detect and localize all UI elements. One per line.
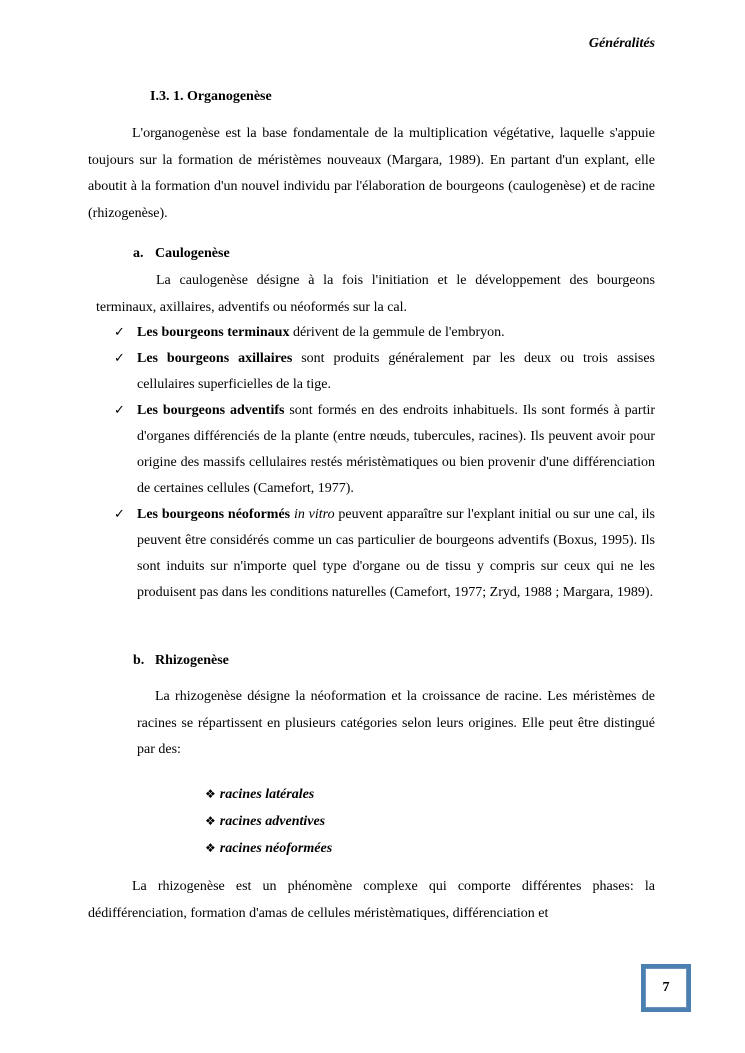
checkmark-icon: ✓ [114, 403, 125, 418]
section-title: Organogenèse [186, 89, 272, 104]
list-item [114, 320, 655, 346]
rhizogenese-paragraph: La rhizogenèse désigne la néoformation et la croissance de racine. Les méristèmes de racines se répartissent en plusieurs catégories selon leurs origines. Elle peut être distingué par des: [137, 689, 655, 757]
section-heading [150, 89, 272, 105]
item-term: Les bourgeons terminaux [137, 325, 290, 340]
item-text: peuvent apparaître sur l'explant initial ou sur une cal, ils peuvent être considérés comme un cas particulier de bourgeons adventifs (Boxus, 1995). Ils sont induits sur n'importe quel type d'organe ou de tissu y compris sur ceux qui ne les produisent pas dans les conditions naturelles (Camefort, 1977; Zryd, 1988 ; Margara, 1989). [137, 507, 655, 600]
diamond-bullet-icon: ❖ [205, 787, 216, 801]
root-type: racines adventives [219, 814, 326, 829]
checkmark-icon: ✓ [114, 507, 125, 522]
diamond-bullet-icon: ❖ [205, 814, 216, 828]
subheading-caulogenese [133, 246, 230, 262]
page-number-badge [641, 964, 691, 1012]
list-item [205, 835, 332, 862]
closing-paragraph: La rhizogenèse est un phénomène complexe qui comporte différentes phases: la dédifférenciation, formation d'amas de cellules méristèmatiques, différenciation et [88, 879, 655, 921]
section-number: I.3. 1. [150, 89, 184, 104]
subheading-rhizogenese [133, 653, 229, 669]
item-text: sont produits généralement par les deux ou trois assises cellulaires superficielles de la tige. [137, 351, 655, 392]
list-item [114, 502, 655, 606]
list-item [205, 808, 332, 835]
running-header: Généralités [588, 36, 655, 51]
page-number: 7 [645, 968, 687, 1008]
intro-paragraph: L'organogenèse est la base fondamentale de la multiplication végétative, laquelle s'appuie toujours sur la formation de méristèmes nouveaux (Margara, 1989). En partant d'un explant, elle aboutit à la formation d'un nouvel individu par l'élaboration de bourgeons (caulogenèse) et de racine (rhizogenèse). [88, 126, 655, 221]
list-item [114, 346, 655, 398]
diamond-bullet-icon: ❖ [205, 841, 216, 855]
checkmark-icon: ✓ [114, 351, 125, 366]
bud-types-list [114, 320, 655, 606]
root-type: racines latérales [219, 787, 315, 802]
list-item [205, 781, 332, 808]
subheading-label: a. [133, 246, 144, 261]
list-item [114, 398, 655, 502]
item-term: Les bourgeons néoformés [137, 507, 291, 522]
item-italic: in vitro [290, 507, 335, 522]
subheading-title: Caulogenèse [155, 246, 230, 261]
root-types-list [205, 781, 332, 862]
item-term: Les bourgeons adventifs [137, 403, 285, 418]
subheading-title: Rhizogenèse [155, 653, 229, 668]
item-text: dérivent de la gemmule de l'embryon. [289, 325, 505, 340]
checkmark-icon: ✓ [114, 325, 125, 340]
item-text: sont formés en des endroits inhabituels. Ils sont formés à partir d'organes différenciés de la plante (entre nœuds, tubercules, racines). Ils peuvent avoir pour origine des massifs cellulaires restés méristèmatiques ou bien provenir d'une différenciation de certaines cellules (Camefort, 1977). [137, 403, 656, 496]
root-type: racines néoformées [219, 841, 333, 856]
item-term: Les bourgeons axillaires [137, 351, 293, 366]
subheading-label: b. [133, 653, 145, 668]
caulogenese-paragraph: La caulogenèse désigne à la fois l'initiation et le développement des bourgeons terminaux, axillaires, adventifs ou néoformés sur la cal. [96, 273, 655, 315]
